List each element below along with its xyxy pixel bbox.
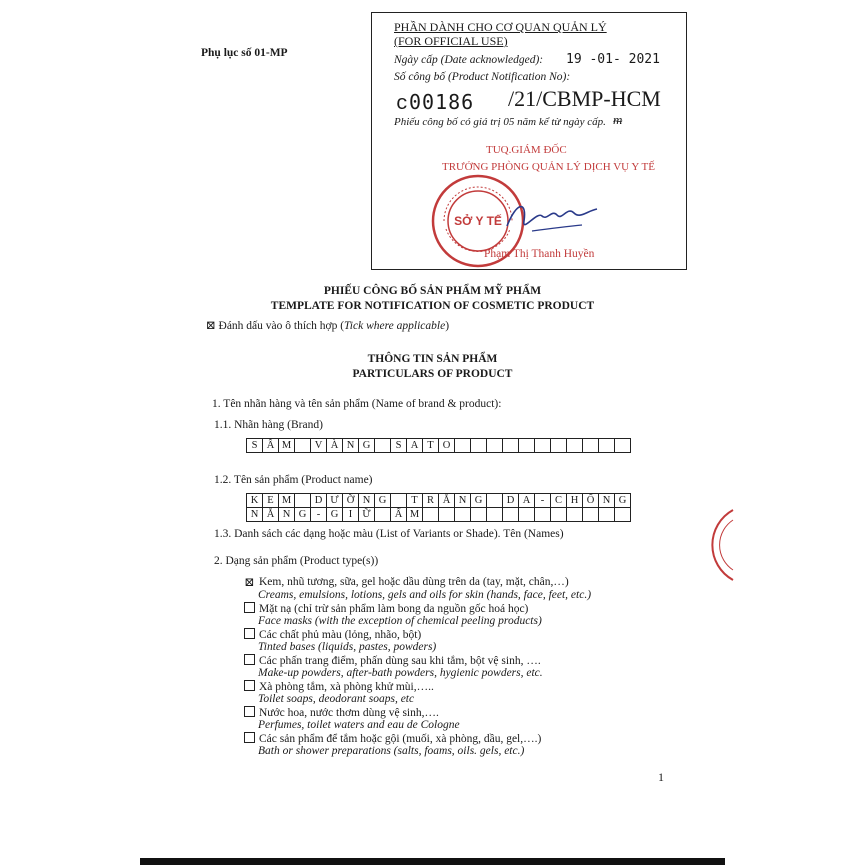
seal-text: SỞ Y TẾ bbox=[454, 214, 502, 228]
tick-note bbox=[206, 318, 449, 332]
product-letter-cell: N bbox=[279, 508, 295, 522]
product-letter-cell: M bbox=[407, 508, 423, 522]
product-letter-cell bbox=[567, 508, 583, 522]
checkbox-icon[interactable] bbox=[244, 628, 255, 639]
product-letter-cell: D bbox=[503, 494, 519, 508]
product-type-item bbox=[244, 680, 591, 706]
product-letter-cell: A bbox=[519, 494, 535, 508]
brand-letter-grid bbox=[246, 438, 631, 453]
scan-edge-bar bbox=[140, 858, 725, 865]
notification-number-label: Số công bố (Product Notification No): bbox=[394, 71, 571, 83]
product-letter-cell bbox=[583, 508, 599, 522]
brand-letter-cell bbox=[615, 439, 631, 453]
product-letter-cell: Ẩ bbox=[391, 508, 407, 522]
brand-letter-cell bbox=[295, 439, 311, 453]
product-type-item bbox=[244, 654, 591, 680]
product-type-item bbox=[244, 602, 591, 628]
product-letter-cell: H bbox=[567, 494, 583, 508]
product-letter-cell bbox=[439, 508, 455, 522]
brand-letter-cell bbox=[375, 439, 391, 453]
product-type-vn: Nước hoa, nước thơm dùng vệ sinh,…. bbox=[259, 706, 439, 719]
product-type-vn: Các chất phủ màu (lỏng, nhão, bột) bbox=[259, 628, 422, 641]
product-letter-cell bbox=[551, 508, 567, 522]
product-letter-cell: R bbox=[423, 494, 439, 508]
date-acknowledged-label: Ngày cấp (Date acknowledged): bbox=[394, 54, 544, 66]
brand-letter-cell: Â bbox=[263, 439, 279, 453]
product-letter-cell: M bbox=[279, 494, 295, 508]
brand-letter-cell: T bbox=[423, 439, 439, 453]
official-use-box bbox=[371, 12, 687, 270]
brand-letter-cell: S bbox=[391, 439, 407, 453]
official-heading-en: (FOR OFFICIAL USE) bbox=[394, 34, 508, 48]
product-name-letter-grid bbox=[246, 493, 631, 522]
question-2-product-type: 2. Dạng sản phẩm (Product type(s)) bbox=[214, 555, 379, 567]
product-letter-cell: G bbox=[375, 494, 391, 508]
brand-letter-cell: M bbox=[279, 439, 295, 453]
product-letter-cell: G bbox=[471, 494, 487, 508]
product-letter-cell: E bbox=[263, 494, 279, 508]
product-letter-cell: K bbox=[247, 494, 263, 508]
appendix-label: Phụ lục số 01-MP bbox=[201, 47, 288, 59]
brand-letter-cell bbox=[455, 439, 471, 453]
brand-letter-cell bbox=[551, 439, 567, 453]
section-heading-vn: THÔNG TIN SẢN PHẨM bbox=[367, 353, 498, 365]
tick-note-close: ) bbox=[445, 320, 450, 332]
product-type-vn: Xà phòng tắm, xà phòng khử mùi,….. bbox=[259, 680, 434, 693]
brand-letter-cell bbox=[487, 439, 503, 453]
checkbox-icon[interactable] bbox=[244, 732, 255, 743]
brand-letter-cell: À bbox=[327, 439, 343, 453]
product-type-item bbox=[244, 732, 591, 758]
product-type-en: Toilet soaps, deodorant soaps, etc bbox=[258, 693, 415, 705]
product-letter-cell: N bbox=[359, 494, 375, 508]
product-letter-cell bbox=[519, 508, 535, 522]
product-letter-cell bbox=[471, 508, 487, 522]
product-type-en: Creams, emulsions, lotions, gels and oils for skin (hands, face, feet, etc.) bbox=[258, 589, 592, 601]
official-heading-vn: PHẦN DÀNH CHO CƠ QUAN QUẢN LÝ bbox=[394, 20, 607, 34]
checkbox-icon[interactable] bbox=[244, 680, 255, 691]
product-letter-cell: - bbox=[535, 494, 551, 508]
product-letter-cell: Ư bbox=[327, 494, 343, 508]
product-letter-cell: N bbox=[247, 508, 263, 522]
checkbox-icon[interactable] bbox=[244, 654, 255, 665]
tick-note-vn: Đánh dấu vào ô thích hợp ( bbox=[218, 320, 345, 332]
signer-organization: TRƯỞNG PHÒNG QUẢN LÝ DỊCH VỤ Y TẾ bbox=[442, 161, 655, 173]
product-type-vn: Các phấn trang điểm, phấn dùng sau khi tắm, bột vệ sinh, …. bbox=[259, 654, 541, 667]
product-letter-cell: Ỡ bbox=[343, 494, 359, 508]
brand-letter-cell: A bbox=[407, 439, 423, 453]
notification-number-suffix: /21/CBMP-HCM bbox=[508, 86, 661, 111]
product-letter-cell: C bbox=[551, 494, 567, 508]
brand-letter-cell bbox=[535, 439, 551, 453]
question-1: 1. Tên nhãn hàng và tên sản phẩm (Name of brand & product): bbox=[212, 398, 502, 410]
product-letter-cell: I bbox=[343, 508, 359, 522]
product-letter-cell bbox=[535, 508, 551, 522]
tick-note-en: Tick where applicable bbox=[344, 320, 446, 332]
product-letter-cell bbox=[615, 508, 631, 522]
product-letter-cell bbox=[295, 494, 311, 508]
product-type-en: Bath or shower preparations (salts, foams, oils. gels, etc.) bbox=[258, 745, 525, 757]
product-type-en: Face masks (with the exception of chemical peeling products) bbox=[258, 615, 542, 627]
product-letter-cell: G bbox=[295, 508, 311, 522]
brand-letter-cell bbox=[567, 439, 583, 453]
brand-letter-cell bbox=[583, 439, 599, 453]
signature-icon bbox=[502, 191, 602, 241]
product-type-en: Tinted bases (liquids, pastes, powders) bbox=[258, 641, 437, 653]
product-letter-cell: Ắ bbox=[439, 494, 455, 508]
product-letter-cell bbox=[487, 494, 503, 508]
brand-letter-cell: V bbox=[311, 439, 327, 453]
brand-letter-cell bbox=[503, 439, 519, 453]
product-letter-cell: Ố bbox=[583, 494, 599, 508]
checked-checkbox-icon[interactable]: ⊠ bbox=[244, 575, 255, 589]
validity-note: Phiếu công bố có giá trị 05 năm kể từ ngày cấp. bbox=[394, 116, 606, 128]
product-letter-cell: G bbox=[615, 494, 631, 508]
partial-stamp-icon bbox=[705, 505, 735, 585]
product-letter-cell bbox=[391, 494, 407, 508]
brand-letter-cell bbox=[519, 439, 535, 453]
date-acknowledged-value: 19 -01- 2021 bbox=[566, 52, 660, 67]
form-title-en: TEMPLATE FOR NOTIFICATION OF COSMETIC PRODUCT bbox=[270, 300, 595, 312]
validity-initial-mark: ᵯ bbox=[613, 112, 623, 127]
product-letter-cell: T bbox=[407, 494, 423, 508]
product-letter-cell bbox=[455, 508, 471, 522]
product-letter-cell: N bbox=[599, 494, 615, 508]
product-letter-cell: Ắ bbox=[263, 508, 279, 522]
product-type-item bbox=[244, 628, 591, 654]
checkbox-icon[interactable] bbox=[244, 706, 255, 717]
notification-number-stamp: ᴄ00186 bbox=[396, 90, 475, 114]
question-1-3-variants: 1.3. Danh sách các dạng hoặc màu (List of Variants or Shade). Tên (Names) bbox=[214, 528, 564, 540]
product-type-vn: Kem, nhũ tương, sữa, gel hoặc dầu dùng trên da (tay, mặt, chân,…) bbox=[259, 576, 569, 588]
brand-letter-cell: O bbox=[439, 439, 455, 453]
brand-letter-cell: N bbox=[343, 439, 359, 453]
signer-name: Phạm Thị Thanh Huyền bbox=[484, 248, 595, 260]
section-heading-en: PARTICULARS OF PRODUCT bbox=[352, 368, 513, 380]
product-type-item bbox=[244, 576, 591, 602]
product-type-en: Perfumes, toilet waters and eau de Cologne bbox=[258, 719, 460, 731]
signer-title: TUQ.GIÁM ĐỐC bbox=[486, 144, 567, 156]
brand-letter-cell: S bbox=[247, 439, 263, 453]
product-type-vn: Mặt nạ (chỉ trừ sản phẩm làm bong da nguồn gốc hoá học) bbox=[259, 602, 529, 615]
product-type-list bbox=[244, 576, 591, 758]
product-type-vn: Các sản phẩm để tắm hoặc gội (muối, xà phòng, dầu, gel,….) bbox=[259, 732, 542, 745]
question-1-2-product-name: 1.2. Tên sản phẩm (Product name) bbox=[214, 474, 373, 486]
page-number: 1 bbox=[658, 770, 664, 784]
product-letter-cell: G bbox=[327, 508, 343, 522]
product-type-en: Make-up powders, after-bath powders, hygienic powders, etc. bbox=[258, 667, 543, 679]
product-letter-cell bbox=[375, 508, 391, 522]
product-letter-cell: - bbox=[311, 508, 327, 522]
product-letter-cell bbox=[599, 508, 615, 522]
product-letter-cell bbox=[503, 508, 519, 522]
product-letter-cell: D bbox=[311, 494, 327, 508]
product-type-item bbox=[244, 706, 591, 732]
brand-letter-cell bbox=[471, 439, 487, 453]
product-letter-cell bbox=[487, 508, 503, 522]
question-1-1-brand: 1.1. Nhãn hàng (Brand) bbox=[214, 419, 323, 431]
checkbox-icon[interactable] bbox=[244, 602, 255, 613]
form-title-vn: PHIẾU CÔNG BỐ SẢN PHẨM MỸ PHẨM bbox=[323, 285, 542, 297]
product-letter-cell: N bbox=[455, 494, 471, 508]
brand-letter-cell bbox=[599, 439, 615, 453]
product-letter-cell: Ữ bbox=[359, 508, 375, 522]
checked-box-icon: ⊠ bbox=[206, 320, 216, 332]
product-letter-cell bbox=[423, 508, 439, 522]
brand-letter-cell: G bbox=[359, 439, 375, 453]
